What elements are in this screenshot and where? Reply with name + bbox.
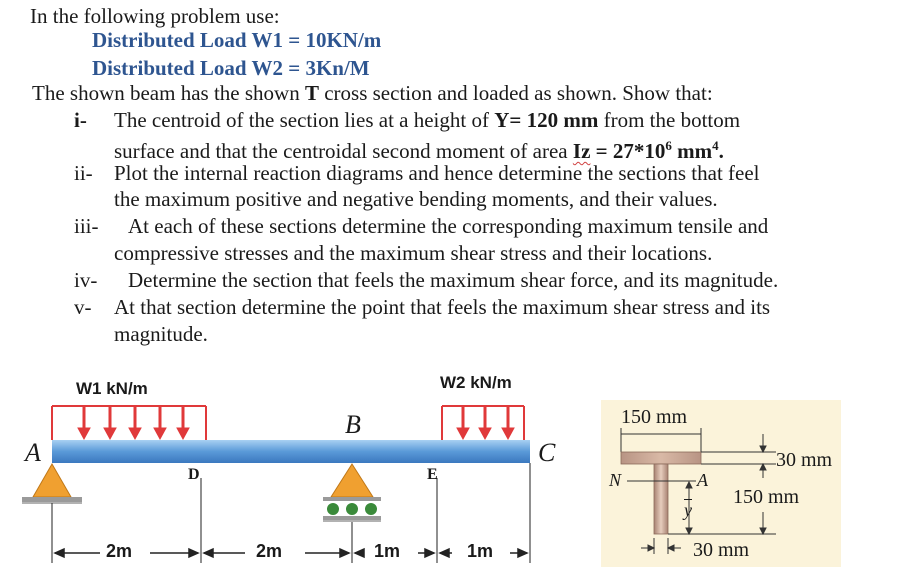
flange-thickness-label: 30 mm [776,449,833,471]
flange-width-label: 150 mm [621,406,688,428]
item-1-text-d: surface and that the centroidal second moment of area [114,139,573,163]
item-1-text-a: The centroid of the section lies at a height of [114,108,495,132]
pin-support-a [22,464,82,503]
item-1-iz: Iz [572,139,591,163]
dim-ad: 2m [106,541,133,561]
t-flange [621,452,701,464]
item-5-line-1: At that section determine the point that feels the maximum shear stress and its [114,295,771,319]
item-1-iz-value: = 27*10 [590,139,666,163]
item-1-number: i- [74,108,87,132]
item-5-line-2: magnitude. [114,322,208,346]
dim-be: 1m [374,541,401,561]
w2-label [440,373,512,393]
item-1-period: . [718,139,724,163]
roller-support-b [323,464,381,521]
item-3-line-2: compressive stresses and the maximum shear stress and their locations. [114,241,713,265]
w2-load-arrows [442,406,524,440]
item-3-number: iii- [74,214,99,238]
w1-label-text: W1 kN/m [76,379,148,398]
point-a-label: A [25,438,41,467]
item-2-line-2: the maximum positive and negative bending moments, and their values. [114,187,718,211]
item-1-text-c: from the bottom [598,108,741,132]
item-1-line-1 [114,108,740,132]
item-2-number: ii- [74,161,93,185]
item-1-exp-4: 4 [712,138,719,153]
web-height-label: 150 mm [733,486,800,508]
w1-load-arrows [52,406,206,440]
neutral-axis-n: N [609,470,622,490]
item-1-exp-6: 6 [665,138,672,153]
point-e-label: E [427,466,438,483]
w2-label-text: W2 kN/m [440,373,512,392]
point-c-label: C [538,438,556,467]
item-1-text-b: Y= 120 mm [494,108,599,132]
w1-label [76,379,148,399]
item-4-line-1: Determine the section that feels the maximum shear force, and its magnitude. [128,268,779,292]
beam-body [52,440,530,463]
statement-pre: The shown beam has the shown [32,81,305,105]
neutral-axis-a: A [697,470,708,490]
item-5-number: v- [74,295,92,319]
statement-bold-t: T [304,81,319,105]
point-b-label: B [345,410,361,439]
ybar-label: $\overline{y}$ [684,500,692,520]
dim-db: 2m [256,541,283,561]
web-thickness-label: 30 mm [693,539,750,561]
t-web [654,464,668,534]
dim-ec: 1m [467,541,494,561]
item-4-number: iv- [74,268,98,292]
intro-text: In the following problem use: [30,4,280,28]
load-w2-text: Distributed Load W2 = 3Kn/M [92,56,370,80]
point-d-label: D [188,466,200,483]
item-1-unit: mm [671,139,713,163]
statement-post: cross section and loaded as shown. Show that: [318,81,713,105]
item-1-line-2 [114,134,724,163]
load-w1-text: Distributed Load W1 = 10KN/m [92,28,382,52]
statement-text [32,81,713,105]
item-3-line-1: At each of these sections determine the corresponding maximum tensile and [128,214,769,238]
item-2-line-1: Plot the internal reaction diagrams and hence determine the sections that feel [114,161,760,185]
